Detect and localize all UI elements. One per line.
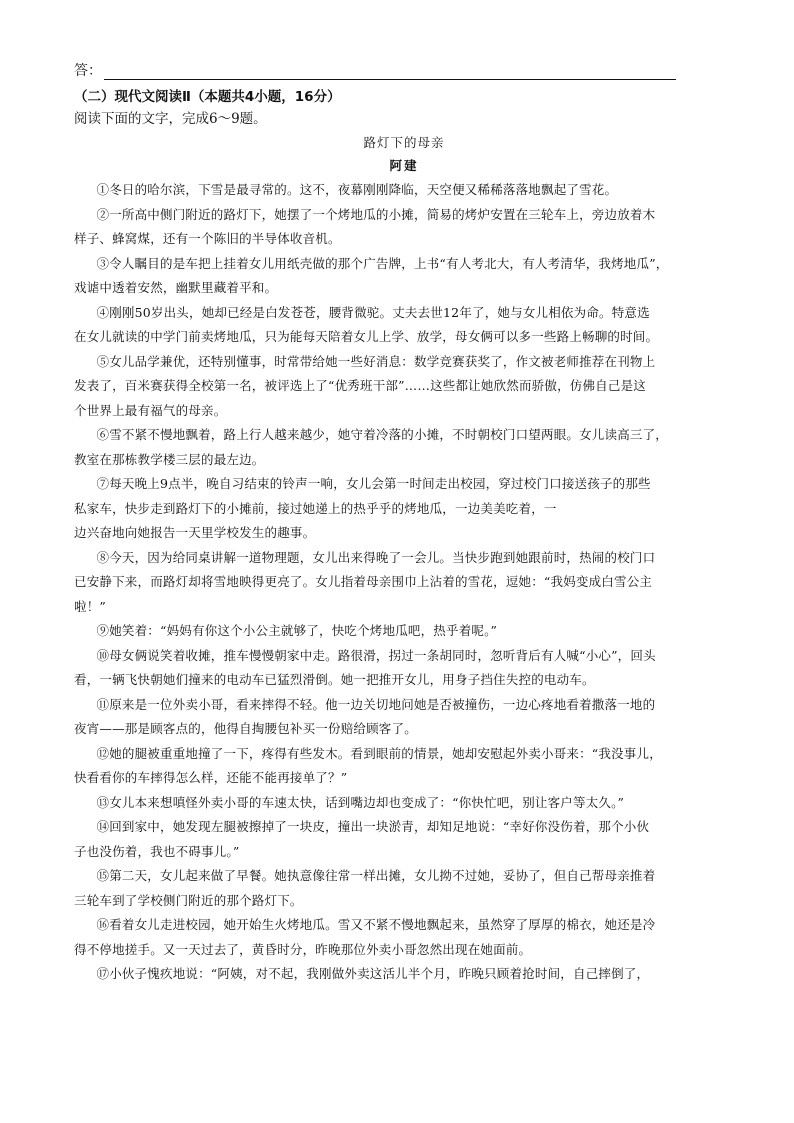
section-title: （二）现代文阅读Ⅱ（本题共4小题，16分） [74,89,341,105]
paragraph-line: 样子、蜂窝煤，还有一个陈旧的半导体收音机。 [74,231,341,246]
paragraph [74,742,734,791]
document-page [74,58,734,987]
answer-label: 答： [74,63,102,79]
article-author: 阿建 [389,158,419,173]
paragraph-line: ③令人瞩目的是车把上挂着女儿用纸壳做的那个广告牌，上书“有人考北大，有人考清华，我烤地瓜”， [96,255,669,271]
paragraph-line: ⑭回到家中，她发现左腿被擦掉了一块皮，撞出一块淤青，却知足地说：“幸好你没伤着，那个小伙 [96,819,650,834]
answer-blank-line[interactable] [104,63,676,80]
paragraph [74,350,734,424]
paragraph-line: 戏谑中透着安然，幽默里藏着平和。 [74,280,278,295]
paragraph-line: ⑫她的腿被重重地撞了一下，疼得有些发木。看到眼前的情景，她却安慰起外卖小哥来：“我没事儿， [96,745,662,761]
paragraph [74,203,734,252]
paragraph-line: ⑰小伙子愧疚地说：“阿姨，对不起，我刚做外卖这活儿半个月，昨晚只顾着抢时间，自己摔倒了， [96,966,650,981]
paragraph [74,423,734,472]
paragraph-line: ⑪原来是一位外卖小哥，看来摔得不轻。他一边关切地问她是否被撞伤，一边心疼地看着撒落一地的 [96,696,656,712]
paragraph-line: 在女儿就读的中学门前卖烤地瓜，只为能每天陪着女儿上学、放学，母女俩可以多一些路上畅聊的时间。 [74,329,659,344]
paragraph-line: 啦！” [74,598,106,614]
paragraph [74,301,734,350]
paragraph-line: ⑧今天，因为给同桌讲解一道物理题，女儿出来得晚了一会儿。当快步跑到她跟前时，热闹的校门口 [96,549,656,565]
paragraph-line: 私家车，快步走到路灯下的小摊前，接过她递上的热乎乎的烤地瓜，一边美美吃着，一 [74,500,557,516]
paragraph-line: ⑩母女俩说笑着收摊，推车慢慢朝家中走。路很滑，拐过一条胡同时，忽听背后有人喊“小心”，回头 [96,647,656,663]
paragraph-line: ⑬女儿本来想嗔怪外卖小哥的车速太快，话到嘴边却也变成了：“你快忙吧，别让客户等太久。” [96,794,625,810]
paragraph-line: 个世界上最有福气的母亲。 [74,402,227,418]
paragraph-line: 夜宵——那是顾客点的，他得自掏腰包补买一份赔给顾客了。 [74,721,417,736]
paragraph-line: ⑤女儿品学兼优，还特别懂事，时常带给她一些好消息：数学竞赛获奖了，作文被老师推荐在刊物上 [96,353,656,369]
paragraph [74,815,734,864]
paragraph-line: ⑮第二天，女儿起来做了早餐。她执意像往常一样出摊，女儿拗不过她，妥协了，但自己帮母亲推着 [96,868,656,883]
paragraph-line: ⑯看着女儿走进校园，她开始生火烤地瓜。雪又不紧不慢地飘起来，虽然穿了厚厚的棉衣，她还是冷 [96,917,656,932]
answer-line [74,58,734,80]
paragraph [74,913,734,962]
paragraph [74,693,734,742]
paragraph [74,962,734,987]
paragraph-line: 得不停地搓手。又一天过去了，黄昏时分，昨晚那位外卖小哥忽然出现在她面前。 [74,941,532,957]
paragraph [74,252,734,301]
instruction-text: 阅读下面的文字，完成6～9题。 [74,111,267,127]
paragraph-line: 三轮车到了学校侧门附近的那个路灯下。 [74,892,303,908]
paragraph-line: 快看看你的车摔得怎么样，还能不能再接单了？” [74,770,348,785]
paragraph-line: 发表了，百米赛获得全校第一名，被评选上了“优秀班干部”……这些都让她欣然而骄傲，仿佛自己是这 [74,378,646,393]
paragraph [74,178,734,203]
paragraph-line: 看，一辆飞快朝她们撞来的电动车已猛烈滑倒。她一把推开女儿，用身子挡住失控的电动车。 [74,672,595,687]
paragraph-line: ④刚刚50岁出头，她却已经是白发苍苍，腰背微驼。丈夫去世12年了，她与女儿相依为命。特意选 [96,304,650,320]
paragraph-line: 教室在那栋教学楼三层的最左边。 [74,451,265,467]
paragraph-line: ⑦每天晚上9点半，晚自习结束的铃声一响，女儿会第一时间走出校园，穿过校门口接送孩子的那些 [96,476,651,491]
paragraph-line: ⑥雪不紧不慢地飘着，路上行人越来越少，她守着冷落的小摊，不时朝校门口望两眼。女儿读高三了， [96,427,669,442]
paragraph-line: ②一所高中侧门附近的路灯下，她摆了一个烤地瓜的小摊，简易的烤炉安置在三轮车上，旁边放着木 [96,206,656,222]
article-title: 路灯下的母亲 [363,135,445,150]
paragraph [74,619,734,644]
paragraph [74,644,734,693]
paragraph-line: 子也没伤着，我也不碍事儿。” [74,843,240,859]
paragraph [74,472,734,546]
paragraph-line: 已安静下来，而路灯却将雪地映得更亮了。女儿指着母亲围巾上沾着的雪花，逗她：“我妈变成白雪公主 [74,574,653,589]
paragraph-line: 边兴奋地向她报告一天里学校发生的趣事。 [74,525,316,540]
paragraph [74,791,734,816]
paragraph-line: ⑨她笑着：“妈妈有你这个小公主就够了，快吃个烤地瓜吧，热乎着呢。” [96,623,498,638]
paragraph [74,864,734,913]
paragraph [74,546,734,620]
paragraph-line: ①冬日的哈尔滨，下雪是最寻常的。这不，夜幕刚刚降临，天空便又稀稀落落地飘起了雪花。 [96,182,618,197]
article-body [74,178,734,987]
